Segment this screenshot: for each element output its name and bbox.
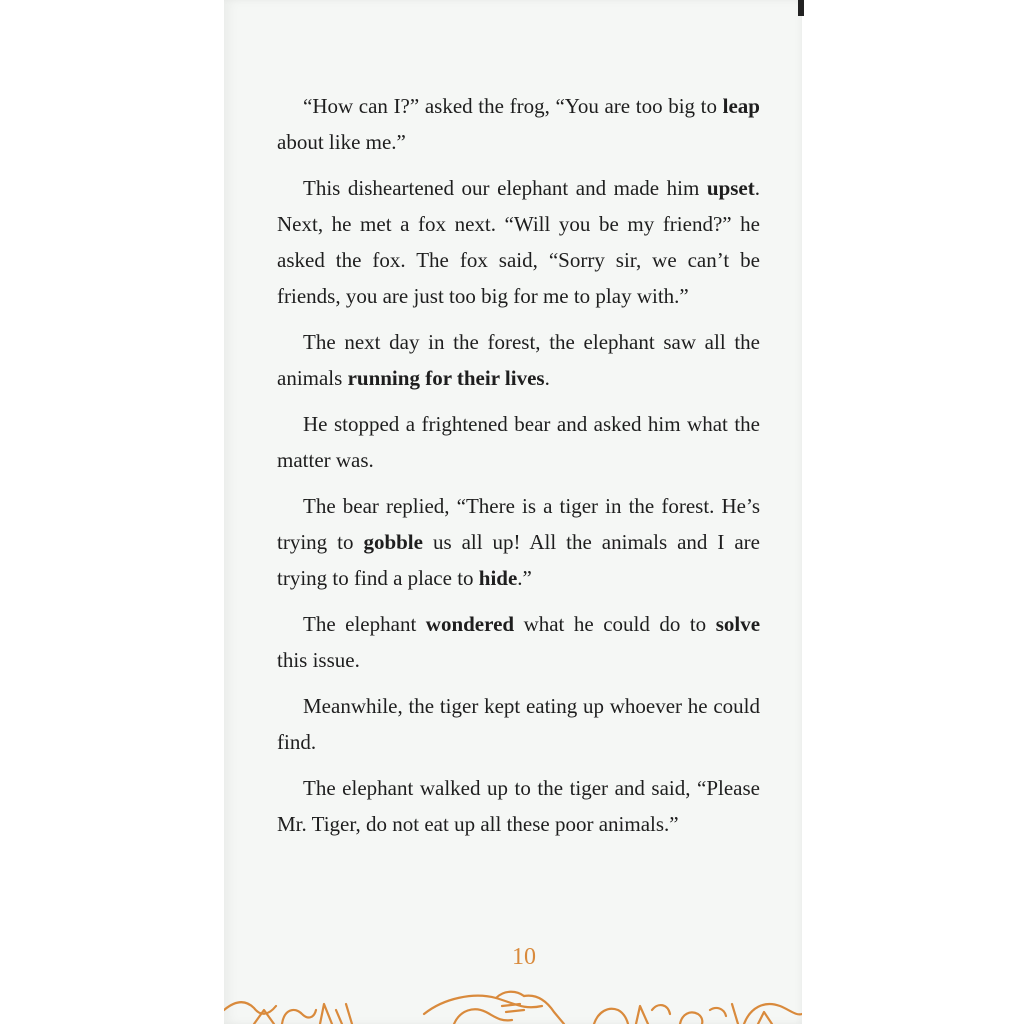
paragraph-text: The next day in the forest, the elephant saw all the animals xyxy=(277,330,760,390)
bold-vocabulary-word: hide xyxy=(478,566,518,590)
story-paragraph xyxy=(277,170,760,314)
paragraph-text: The elephant xyxy=(303,612,426,636)
paragraph-text: He stopped a frightened bear and asked him what the matter was. xyxy=(277,412,760,472)
paragraph-text: us all up! All the animals and I are trying to find a place to xyxy=(277,530,760,590)
story-paragraph xyxy=(277,406,760,478)
paragraph-text: The elephant walked up to the tiger and said, “Please Mr. Tiger, do not eat up all these poor animals.” xyxy=(277,776,760,836)
paragraph-text: The bear replied, “There is a tiger in the forest. He’s trying to xyxy=(277,494,760,554)
paragraph-text: Meanwhile, the tiger kept eating up whoever he could find. xyxy=(277,694,760,754)
story-paragraph xyxy=(277,770,760,842)
story-paragraph xyxy=(277,324,760,396)
paragraph-text: This disheartened our elephant and made him xyxy=(303,176,707,200)
bold-vocabulary-word: solve xyxy=(715,612,761,636)
paragraph-text: . Next, he met a fox next. “Will you be my friend?” he asked the fox. The fox said, “Sorry sir, we can’t be friends, you are just too big for me to play with.” xyxy=(277,176,760,308)
paragraph-text: about like me.” xyxy=(277,130,406,154)
story-paragraph xyxy=(277,606,760,678)
bottom-ornament-border xyxy=(224,970,802,1024)
story-paragraph xyxy=(277,488,760,596)
bold-vocabulary-word: running for their lives xyxy=(347,366,545,390)
bold-vocabulary-word: wondered xyxy=(425,612,515,636)
bold-vocabulary-word: upset xyxy=(706,176,755,200)
paragraph-text: this issue. xyxy=(277,648,360,672)
page-edge-shadow xyxy=(798,0,804,16)
story-text xyxy=(277,88,760,852)
paragraph-text: what he could do to xyxy=(514,612,716,636)
bold-vocabulary-word: leap xyxy=(722,94,760,118)
paragraph-text: “How can I?” asked the frog, “You are too big to xyxy=(303,94,723,118)
page-number: 10 xyxy=(512,944,536,970)
story-paragraph xyxy=(277,688,760,760)
paragraph-text: .” xyxy=(517,566,532,590)
bold-vocabulary-word: gobble xyxy=(363,530,423,554)
paragraph-text: . xyxy=(544,366,550,390)
story-paragraph xyxy=(277,88,760,160)
